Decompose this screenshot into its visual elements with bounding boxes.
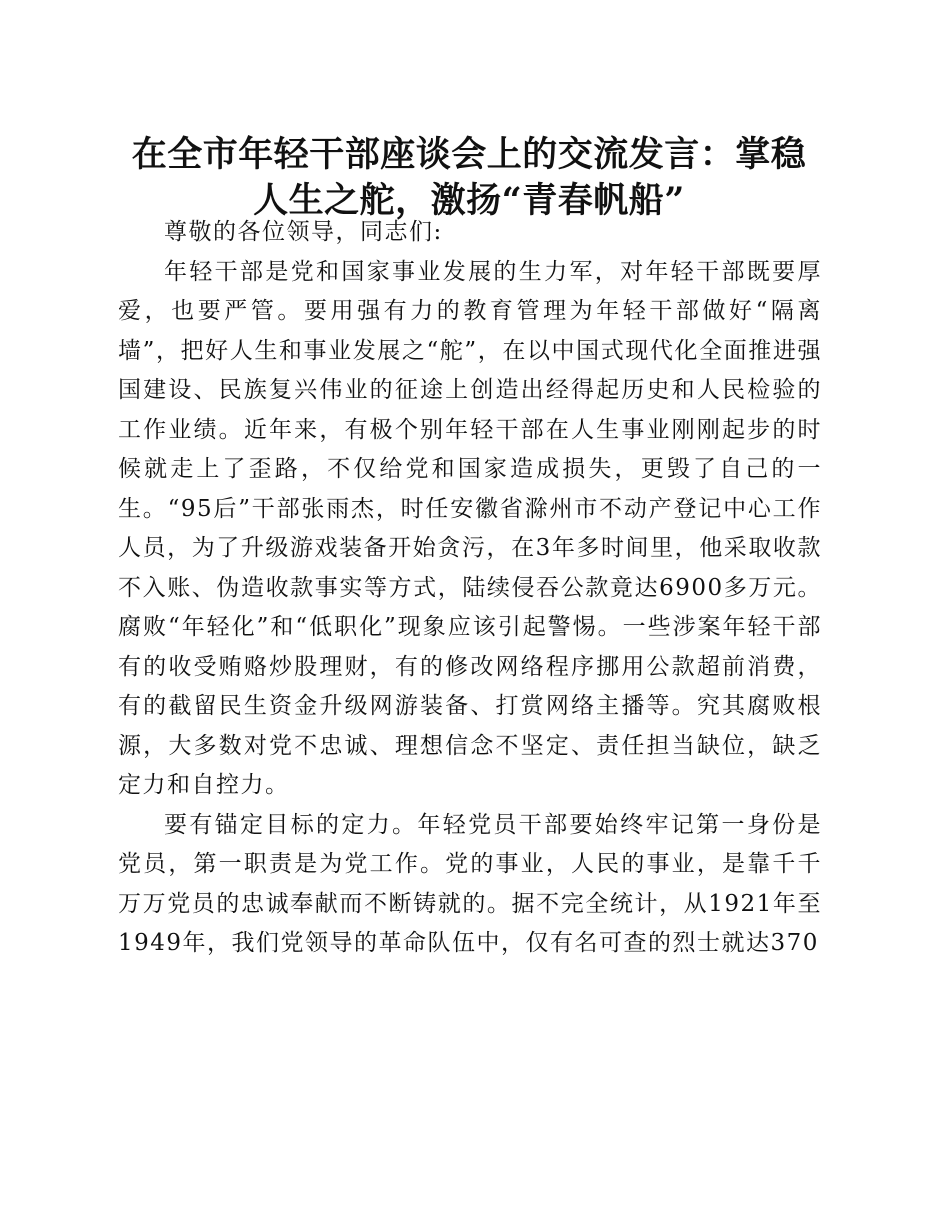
salutation: 尊敬的各位领导，同志们: <box>164 219 443 245</box>
document-body <box>118 213 822 964</box>
document-title: 在全市年轻干部座谈会上的交流发言：掌稳人生之舵，激扬“青春帆船” <box>131 134 807 221</box>
paragraph-2: 要有锚定目标的定力。年轻党员干部要始终牢记第一身份是党员，第一职责是为党工作。党的事业，人民的事业，是靠千千万万党员的忠诚奉献而不断铸就的。据不完全统计，从1921年至1949年，我们党领导的革命队伍中，仅有名可查的烈士就达370 <box>118 811 822 956</box>
paragraph-1: 年轻干部是党和国家事业发展的生力军，对年轻干部既要厚爱，也要严管。要用强有力的教育管理为年轻干部做好“隔离墙”，把好人生和事业发展之“舵”，在以中国式现代化全面推进强国建设、民族复兴伟业的征途上创造出经得起历史和人民检验的工作业绩。近年来，有极个别年轻干部在人生事业刚刚起步的时候就走上了歪路，不仅给党和国家造成损失，更毁了自己的一生。“95后”干部张雨杰，时任安徽省滁州市不动产登记中心工作人员，为了升级游戏装备开始贪污，在3年多时间里，他采取收款不入账、伪造收款事实等方式，陆续侵吞公款竟达6900多万元。腐败“年轻化”和“低职化”现象应该引起警惕。一些涉案年轻干部有的收受贿赂炒股理财，有的修改网络程序挪用公款超前消费，有的截留民生资金升级网游装备、打赏网络主播等。究其腐败根源，大多数对党不忠诚、理想信念不坚定、责任担当缺位，缺乏定力和自控力。 <box>118 258 822 798</box>
